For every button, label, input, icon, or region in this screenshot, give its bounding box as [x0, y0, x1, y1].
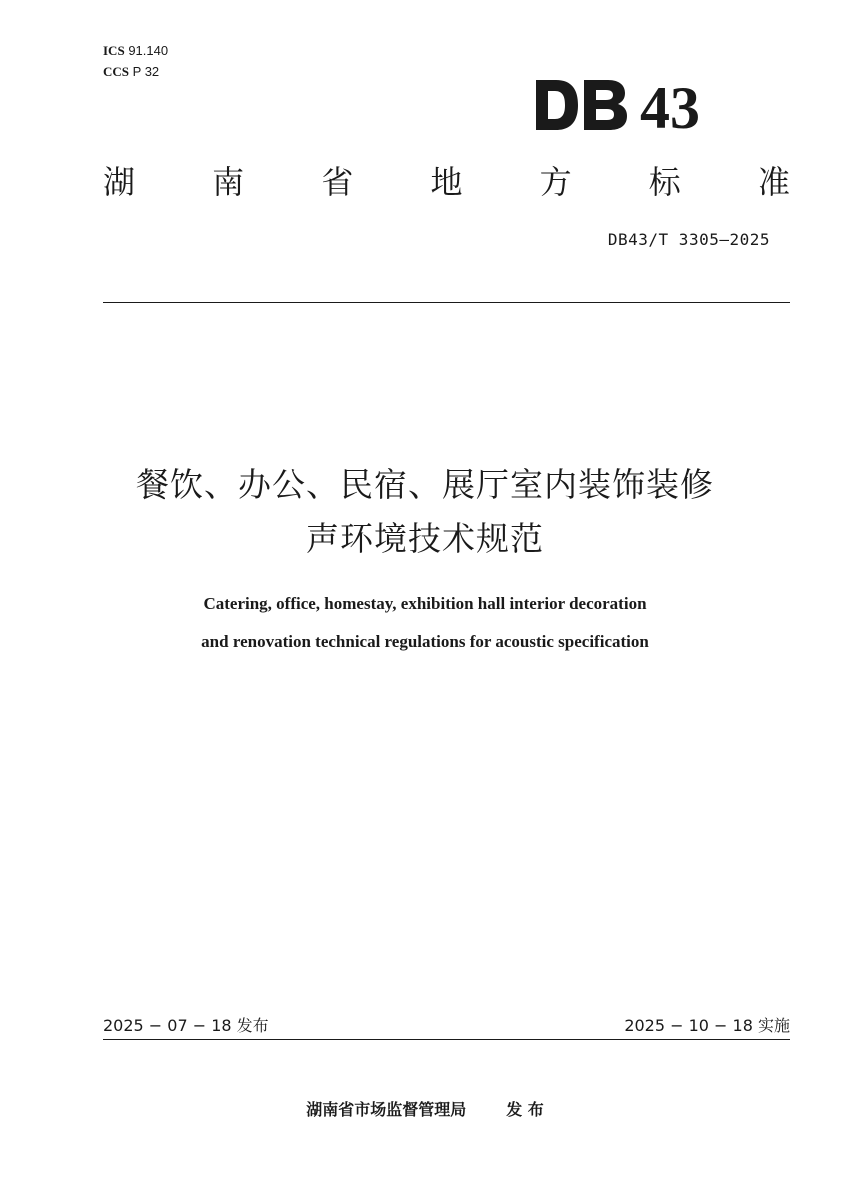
issue-date: 2025 − 07 − 18 发布 — [103, 1016, 269, 1035]
ccs-label: CCS — [103, 64, 130, 79]
publisher-action: 发 布 — [506, 1100, 544, 1119]
publisher-name: 湖南省市场监督管理局 — [306, 1100, 467, 1119]
implement-date: 2025 − 10 − 18 实施 — [624, 1016, 790, 1035]
title-cn-line1: 餐饮、办公、民宿、展厅室内装饰装修 — [136, 465, 714, 504]
db43-logo — [536, 78, 736, 132]
logo-number: 43 — [640, 78, 700, 132]
ccs-value: P 32 — [132, 64, 160, 79]
classification-codes — [103, 40, 168, 82]
title-en-line2: and renovation technical regulations for acoustic specification — [201, 632, 649, 651]
standard-type-char: 南 — [212, 163, 245, 201]
standard-type-title — [103, 160, 790, 204]
ics-value: 91.140 — [128, 43, 169, 58]
title-cn-line2: 声环境技术规范 — [306, 519, 544, 558]
ics-code — [103, 40, 168, 61]
standard-type-char: 准 — [757, 163, 790, 201]
standard-type-char: 方 — [539, 163, 572, 201]
standard-type-char: 标 — [648, 163, 681, 201]
footer-divider — [103, 1039, 790, 1040]
header-divider — [103, 302, 790, 303]
standard-type-char: 省 — [321, 163, 354, 201]
standard-type-char: 地 — [430, 163, 463, 201]
db43-logo-graphic — [536, 78, 736, 132]
ics-label: ICS — [103, 43, 125, 58]
standard-number: DB43/T 3305—2025 — [607, 230, 770, 249]
standard-type-char: 湖 — [103, 163, 136, 201]
publisher — [0, 1098, 850, 1122]
ccs-code — [103, 61, 168, 82]
title-en-line1: Catering, office, homestay, exhibition hall interior decoration — [203, 594, 647, 613]
